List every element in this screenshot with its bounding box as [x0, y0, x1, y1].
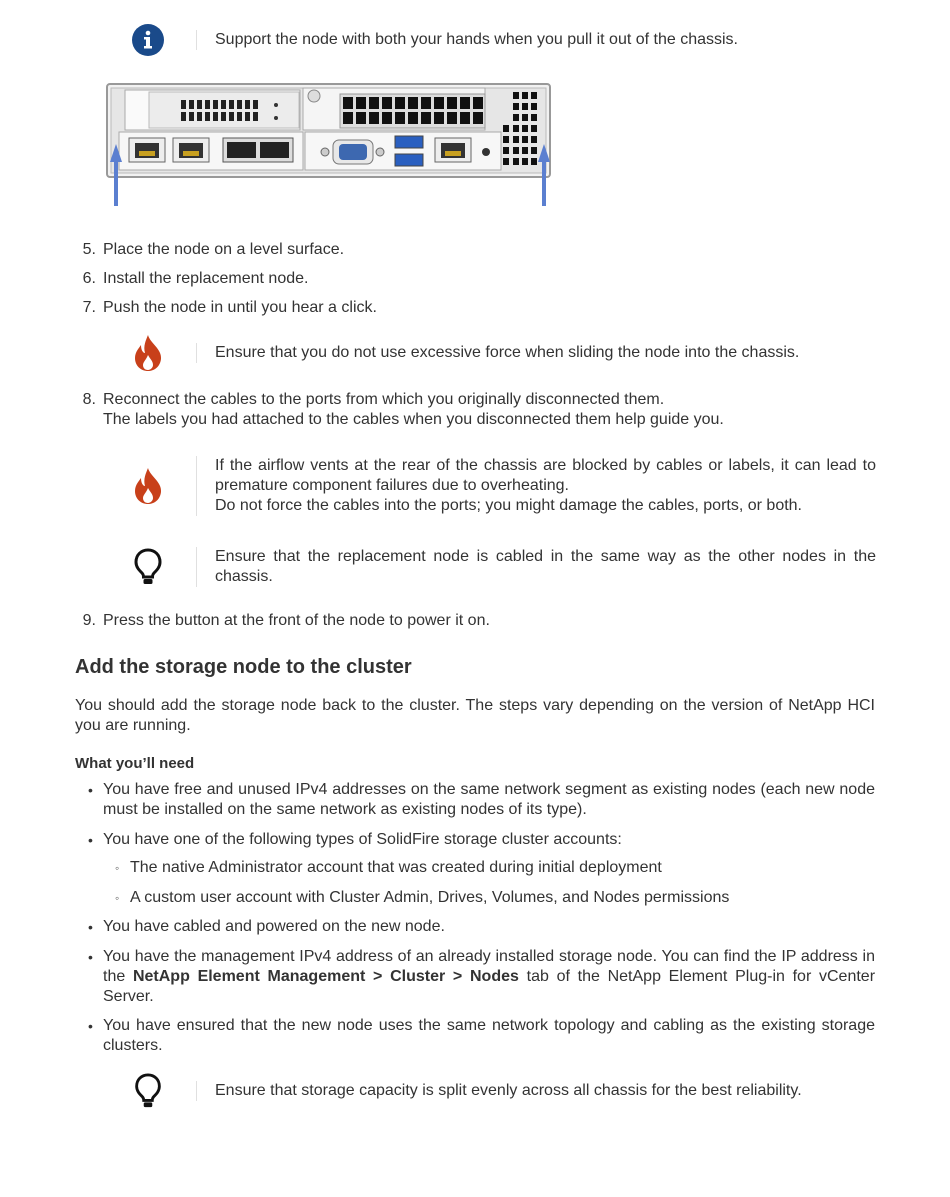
list-item-text: You have cabled and powered on the new node. — [103, 918, 445, 935]
text-segment: tab of the NetApp Element Plug-in for vCenter Server. — [103, 968, 876, 1005]
bullet-icon: • — [88, 949, 93, 965]
step-text: Press the button at the front of the node to power it on. — [103, 612, 490, 629]
note-text: Support the node with both your hands when you pull it out of the chassis. — [196, 30, 876, 50]
step-text: Install the replacement node. — [103, 270, 309, 287]
list-item — [88, 780, 875, 820]
step-number: 9. — [82, 612, 96, 629]
list-item — [88, 1016, 875, 1056]
caution-note — [100, 450, 876, 522]
step-number: 8. — [82, 391, 96, 408]
caution-note — [100, 334, 876, 372]
note-text: Ensure that you do not use excessive force when sliding the node into the chassis. — [196, 343, 876, 363]
step-7 — [80, 298, 876, 318]
step-8 — [80, 390, 876, 430]
list-item-text — [103, 947, 875, 1007]
section-heading: Add the storage node to the cluster — [75, 656, 412, 678]
step-text-line1: Reconnect the cables to the ports from which you originally disconnected them. — [103, 391, 665, 408]
list-item — [88, 917, 875, 937]
text-segment: You have the management IPv4 address of an already installed storage node. You can find the IP address in the — [103, 948, 875, 985]
sub-list-item — [115, 888, 875, 908]
list-item — [88, 947, 875, 1007]
list-item-text: The native Administrator account that was created during initial deployment — [130, 859, 662, 876]
list-item — [88, 830, 875, 850]
node-rear-image — [105, 82, 553, 210]
circle-bullet-icon: ◦ — [115, 891, 120, 905]
circle-bullet-icon: ◦ — [115, 861, 120, 875]
tip-note — [100, 1072, 876, 1110]
section-intro: You should add the storage node back to the cluster. The steps vary depending on the version of NetApp HCI you are running. — [75, 697, 875, 734]
list-item-text: You have free and unused IPv4 addresses on the same network segment as existing nodes (each new node must be installed on the same network as existing nodes of its type). — [103, 781, 875, 818]
note-line1: If the airflow vents at the rear of the chassis are blocked by cables or labels, it can lead to premature component failures due to overheating. — [215, 457, 876, 494]
bullet-icon: • — [88, 782, 93, 798]
step-text — [103, 390, 876, 430]
ui-path: NetApp Element Management > Cluster > Nodes — [132, 968, 519, 985]
step-number: 5. — [82, 241, 96, 258]
info-icon — [100, 24, 196, 56]
step-9 — [80, 611, 876, 631]
tip-note — [100, 541, 876, 593]
step-5 — [80, 240, 876, 260]
bullet-icon: • — [88, 1018, 93, 1034]
step-number: 7. — [82, 299, 96, 316]
sub-list-item — [115, 858, 875, 878]
step-text: Push the node in until you hear a click. — [103, 299, 377, 316]
requirements-heading: What you’ll need — [75, 755, 195, 772]
step-6 — [80, 269, 876, 289]
list-item-text: A custom user account with Cluster Admin, Drives, Volumes, and Nodes permissions — [130, 889, 730, 906]
list-item-text: You have one of the following types of SolidFire storage cluster accounts: — [103, 831, 622, 848]
note-text: Ensure that the replacement node is cabled in the same way as the other nodes in the chassis. — [196, 547, 876, 587]
caution-icon — [100, 335, 196, 371]
note-text — [196, 456, 876, 516]
note-text: Ensure that storage capacity is split evenly across all chassis for the best reliability. — [196, 1081, 876, 1101]
bullet-icon: • — [88, 919, 93, 935]
lightbulb-icon — [100, 548, 196, 586]
step-number: 6. — [82, 270, 96, 287]
caution-icon — [100, 467, 196, 505]
note-line2: Do not force the cables into the ports; you might damage the cables, ports, or both. — [215, 497, 802, 514]
bullet-icon: • — [88, 832, 93, 848]
step-text: Place the node on a level surface. — [103, 241, 345, 258]
info-note — [100, 24, 876, 56]
step-text-line2: The labels you had attached to the cables when you disconnected them help guide you. — [103, 411, 724, 428]
list-item-text: You have ensured that the new node uses the same network topology and cabling as the existing storage clusters. — [103, 1017, 875, 1054]
lightbulb-icon — [100, 1073, 196, 1109]
